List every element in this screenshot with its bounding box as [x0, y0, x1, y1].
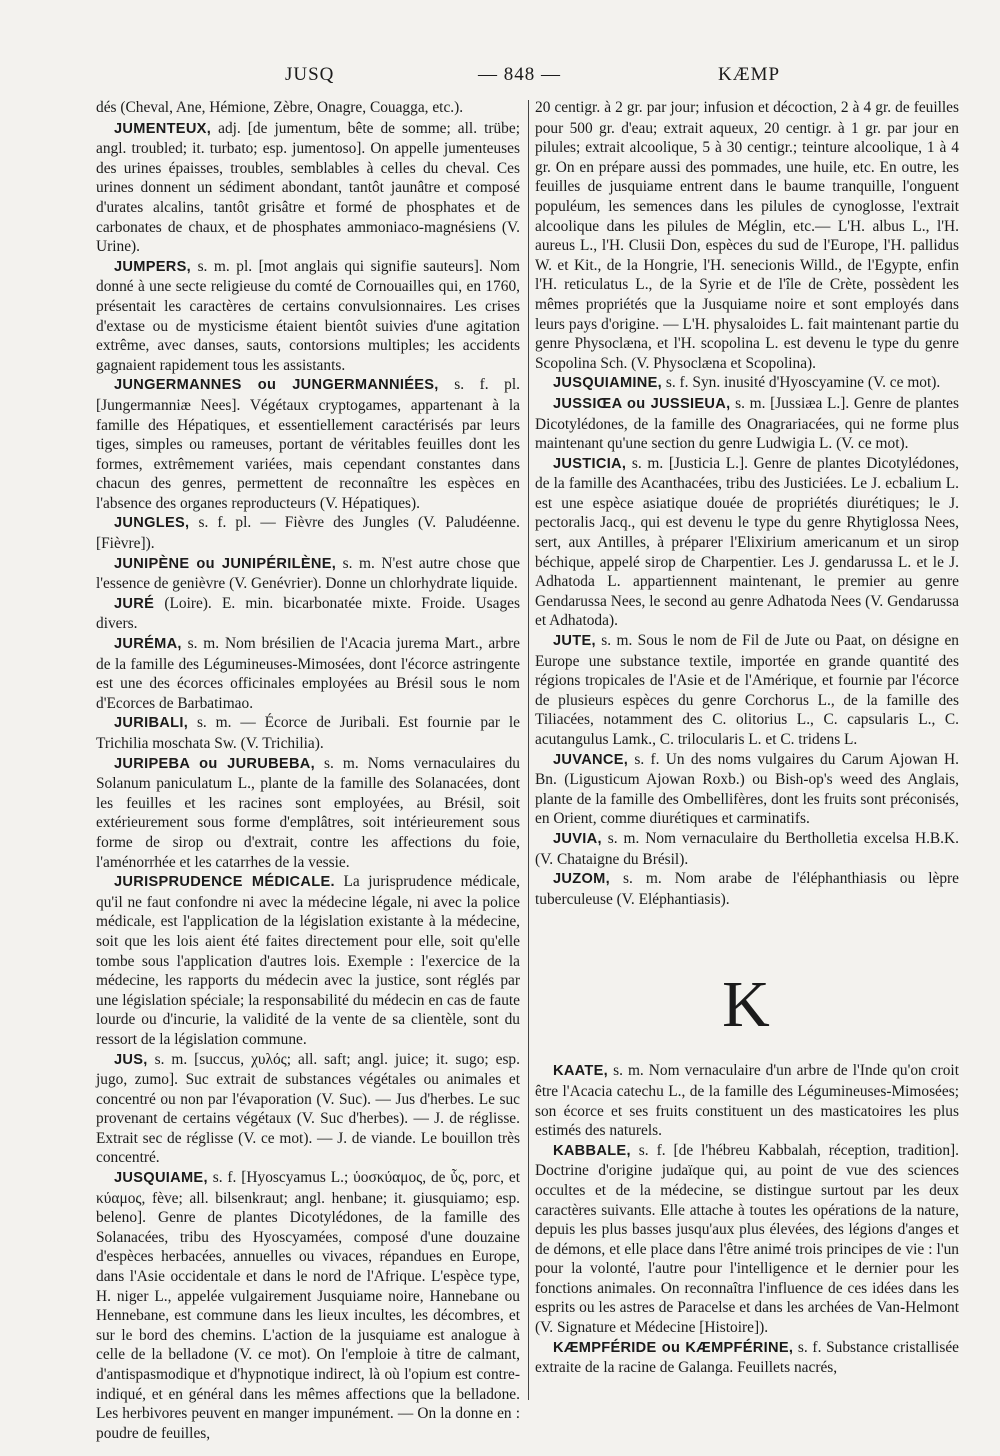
entry-headword: JURIPEBA ou JURUBEBA, [114, 755, 315, 772]
entry-headword: JUSTICIA, [553, 455, 627, 472]
right-column [535, 98, 959, 1378]
entry-text: s. f. [de l'hébreu Kabbalah, réception, tradition]. Doctrine d'origine judaïque qui, au point de vue des sciences occultes et de la médecine, se distingue surtout par les deux caractères suivants. Elle attache à toutes les opérations de la nature, depuis les plus basses jusqu'aux plus élevées, des légions d'anges et de démons, et elle place dans l'être animé trois principes de vie : l'un pour la volonté, l'autre pour l'intelligence et le dernier pour les fonctions animales. On reconnaîtra l'influence de ces idées dans les esprits ou les astres de Paracelse et dans les archées de Van-Helmont (V. Signature et Médecine [Histoire]). [535, 1141, 959, 1337]
entry-text: s. m. pl. [mot anglais qui signifie sauteurs]. Nom donné à une secte religieuse du comté de Cornouailles qui, en 1760, présentait les caractères de certains convulsionnaires. Les crises d'extase ou de mysticisme étaient bientôt suivies d'une agitation extrême, avec danses, sauts, contorsions multiples; les accidents gagnaient rapidement tous les assistants. [96, 257, 520, 374]
dictionary-entry [535, 750, 959, 829]
column-divider [528, 100, 529, 1400]
entry-headword: JUVIA, [553, 830, 602, 847]
entry-text: s. m. [succus, χυλός; all. saft; angl. juice; it. sugo; esp. jugo, zumo]. Suc extrait de substances végétales ou animales et concentré ou non par l'évaporation (V. Suc). — Jus d'herbes. Le suc provenant de certains végétaux (V. Suc d'herbes). — J. de réglisse. Extrait sec de réglisse (V. ce mot). — J. de viande. Le bouillon très concentré. [96, 1050, 520, 1167]
entry-text: s. m. [Jussiæa L.]. Genre de plantes Dicotylédones, de la famille des Onagrariacées, qui ne forme plus maintenant qu'une section du genre Ludwigia L. (V. ce mot). [535, 394, 959, 453]
dictionary-entry [535, 1061, 959, 1140]
dictionary-entry [96, 257, 520, 376]
entry-text: adj. [de jumentum, bête de somme; all. trübe; angl. troubled; it. turbato; esp. jumentoso]. On appelle jumenteuses des urines épaisses, troubles, semblables à celles du cheval. Ces urines donnent un sédiment abondant, tantôt jaunâtre et composé d'urates alcalins, tantôt grisâtre et formé de phosphates et de carbonates de chaux, et de phosphates ammoniaco-magnésiens (V. Urine). [96, 119, 520, 256]
dictionary-entry [96, 754, 520, 873]
entry-headword: JUVANCE, [553, 751, 629, 768]
entry-text: s. m. N'est autre chose que l'essence de genièvre (V. Genévrier). Donne un chlorhydrate liquide. [96, 554, 520, 593]
entry-text: s. m. Nom vernaculaire du Bertholletia excelsa H.B.K. (V. Chataigne du Brésil). [535, 829, 959, 868]
entry-text: (Loire). E. min. bicarbonatée mixte. Froide. Usages divers. [96, 594, 520, 633]
entry-headword: JUSQUIAME, [114, 1170, 208, 1187]
dictionary-entry: dés (Cheval, Ane, Hémione, Zèbre, Onagre, Couagga, etc.). [96, 99, 464, 116]
dictionary-entry [96, 513, 520, 553]
entry-headword: JUNGLES, [114, 515, 190, 532]
entry-text: s. f. pl. [Jungermanniæ Nees]. Végétaux cryptogames, appartenant à la famille des Hépatiques, et essentiellement caractérisés par leurs tiges, simples ou rameuses, portant de véritables feuilles dont les formes, extrêmement variées, mais cependant constantes dans chacun des genres, permettent de reconnaître les espèces en l'absence des organes reproducteurs (V. Hépatiques). [96, 376, 521, 512]
page-number: — 848 — [478, 64, 561, 85]
entry-headword: JURIBALI, [114, 715, 189, 732]
entry-headword: JURISPRUDENCE MÉDICALE. [114, 874, 335, 891]
header-left-guide-word: JUSQ [285, 64, 335, 85]
entry-text: s. f. Substance cristallisée extraite de la racine de Galanga. Feuillets nacrés, [535, 1338, 959, 1377]
dictionary-entry [535, 631, 959, 750]
entry-headword: JUSQUIAMINE, [553, 375, 663, 392]
dictionary-entry [96, 634, 520, 713]
header-right-guide-word: KÆMP [718, 64, 781, 85]
dictionary-entry [96, 1050, 520, 1169]
entry-headword: KABBALE, [553, 1142, 631, 1159]
entry-headword: JUTE, [553, 633, 596, 650]
entry-text: s. m. Sous le nom de Fil de Jute ou Paat, on désigne en Europe une substance textile, importée en grande quantité des régions tropicales de l'Asie et de l'Amérique, et fournie par l'écorce de plusieurs espèces du genre Corchorus L., de la famille des Tiliacées, notamment des C. olitorius L., C. capsularis L., C. acutangulus Lamk., C. trilocularis L. et C. tridens L. [535, 632, 959, 748]
dictionary-entry [535, 373, 959, 394]
dictionary-entry [96, 554, 520, 594]
entry-headword: JURÉMA, [114, 636, 182, 653]
entry-headword: JUMENTEUX, [114, 120, 212, 137]
dictionary-entry: 20 centigr. à 2 gr. par jour; infusion et décoction, 2 à 4 gr. de feuilles pour 500 gr. d'eau; extrait aqueux, 20 centigr. à 1 gr. par jour en pilules; extrait alcoolique, 5 à 30 centigr.; teinture alcoolique, 1 à 4 gr. On en prépare aussi des pommades, une huile, etc. En outre, les feuilles de jusquiame entrent dans le baume tranquille, l'onguent populéum, les semences dans les pilules de cynoglosse, l'extrait alcoolique dans les pilules de Méglin, etc.— L'H. albus L., l'H. aureus L., l'H. Clusii Don, espèces du sud de l'Europe, l'H. pallidus W. et Kit., de la Hongrie, l'H. senecionis Willd., de l'Egypte, enfin l'H. reticulatus L., de la Syrie et de l'île de Crète, possèdent les mêmes propriétés que la Jusquiame noire et sont employés dans leurs pays d'origine. — L'H. physaloides L. fait maintenant partie du genre Physoclæna, et l'H. scopolina L. est devenu le type du genre Scopolina Sch. (V. Physoclæna et Scopolina). [535, 99, 959, 372]
left-column [96, 98, 520, 1443]
entry-text: s. m. Noms vernaculaires du Solanum paniculatum L., plante de la famille des Solanacées, dont les feuilles et les racines sont employées, au Brésil, soit extérieurement sous forme d'emplâtres, soit intérieurement sous forme de sirop ou d'extrait, contre les affections du foie, l'aménorrhée et les catarrhes de la vessie. [96, 754, 520, 871]
entry-headword: JUNGERMANNES ou JUNGERMANNIÉES, [114, 377, 439, 394]
dictionary-entry [96, 375, 520, 513]
dictionary-entry [535, 1338, 959, 1378]
entry-headword: JUMPERS, [114, 258, 192, 275]
entry-text: s. f. pl. — Fièvre des Jungles (V. Paludéenne. [Fièvre]). [96, 514, 520, 553]
dictionary-entry [96, 713, 520, 753]
entry-text: s. m. Nom vernaculaire d'un arbre de l'Inde qu'on croit être l'Acacia catechu L., de la famille des Légumineuses-Mimosées; son écorce et ses fruits constituent un des masticatoires les plus estimés des naturels. [535, 1062, 959, 1140]
entry-headword: JUSSIŒA ou JUSSIEUA, [553, 395, 731, 412]
entry-text: s. m. Nom arabe de l'éléphanthiasis ou lèpre tuberculeuse (V. Eléphantiasis). [535, 870, 959, 908]
entry-text: s. f. Syn. inusité d'Hyoscyamine (V. ce mot). [665, 374, 941, 392]
dictionary-entry [96, 1168, 520, 1443]
dictionary-entry [535, 869, 959, 909]
dictionary-entry [535, 1141, 959, 1338]
dictionary-entry [96, 872, 520, 1049]
entry-text: s. m. — Écorce de Juribali. Est fournie par le Trichilia moschata Sw. (V. Trichilia). [96, 714, 520, 752]
dictionary-entry [96, 119, 520, 257]
entry-headword: KÆMPFÉRIDE ou KÆMPFÉRINE, [553, 1339, 794, 1356]
entry-headword: JUNIPÈNE ou JUNIPÉRILÈNE, [114, 555, 337, 572]
entry-text: s. m. [Justicia L.]. Genre de plantes Dicotylédones, de la famille des Acanthacées, tribu des Justiciées. Le J. ecbalium L. est une espèce asiatique douée de propriétés diurétiques; le J. pectoralis Jacq., qui est devenu le type du genre Rhytiglossa Nees, sert, aux Antilles, à préparer l'Elixirium americanum et un sirop béchique, appelé sirop de Charpentier. Les J. gendarussa L. et le J. Adhatoda L. appartiennent maintenant, le premier au genre Gendarussa Nees, le second au genre Adhatoda Nees (V. Gendarussa et Adhatoda). [535, 454, 959, 630]
dictionary-entry [535, 454, 959, 631]
entry-headword: JUZOM, [553, 871, 610, 888]
dictionary-entry [535, 394, 959, 454]
entry-headword: JUS, [114, 1051, 148, 1068]
dictionary-entry [96, 594, 520, 634]
entry-text: La jurisprudence médicale, qu'il ne faut confondre ni avec la médecine légale, ni avec la police médicale, est l'application de la législation existante à la médecine, soit que les lois aient été faites directement pour elle, soit qu'elle tombe sous l'application d'autres lois. Exemple : l'exercice de la médecine, les rapports du médecin avec la justice, sont réglés par une législation spéciale; la responsabilité du médecin en cas de faute lourde ou d'incurie, la validité de la vente de sa clientèle, sont du ressort de la législation commune. [96, 873, 520, 1048]
entry-headword: KAATE, [553, 1063, 609, 1080]
entry-text: s. f. [Hyoscyamus L.; ὑοσκύαμος, de ὗς, porc, et κύαμος, fève; all. bilsenkraut; angl. henbane; it. giusquiamo; esp. beleno]. Genre de plantes Dicotylédones, de la famille des Solanacées, tribu des Hyoscyamées, composé d'une douzaine d'espèces herbacées, annuelles ou vivaces, répandues en Europe, dans l'Asie occidentale et dans le nord de l'Afrique. L'espèce type, H. niger L., appelée vulgairement Jusquiame noire, Hannebane ou Hennebane, est commune dans les lieux incultes, les décombres, et sur le bord des chemins. L'action de la jusquiame est analogue à celle de la belladone (V. ce mot). On l'emploie à titre de calmant, d'antispasmodique et d'hypnotique indirect, là où l'opium est contre-indiqué, et en général dans les mêmes affections que la belladone. Les herbivores peuvent en manger impunément. — On la donne en : poudre de feuilles, [96, 1169, 520, 1442]
entry-headword: JURÉ [114, 595, 155, 612]
section-letter-heading: K [722, 968, 772, 1042]
entry-text: s. m. Nom brésilien de l'Acacia jurema Mart., arbre de la famille des Légumineuses-Mimosées, dont l'écorce astringente est une des écorces officinales employées au Brésil sous le nom d'Ecorces de Barbatimao. [96, 635, 520, 712]
entry-text: s. f. Un des noms vulgaires du Carum Ajowan H. Bn. (Ligusticum Ajowan Roxb.) ou Bish-op's weed des Anglais, plante de la famille des Ombellifères, dont les fruits sont préconisés, en Orient, comme diurétiques et carminatifs. [535, 750, 959, 828]
running-header [0, 64, 1000, 94]
dictionary-entry [535, 829, 959, 869]
